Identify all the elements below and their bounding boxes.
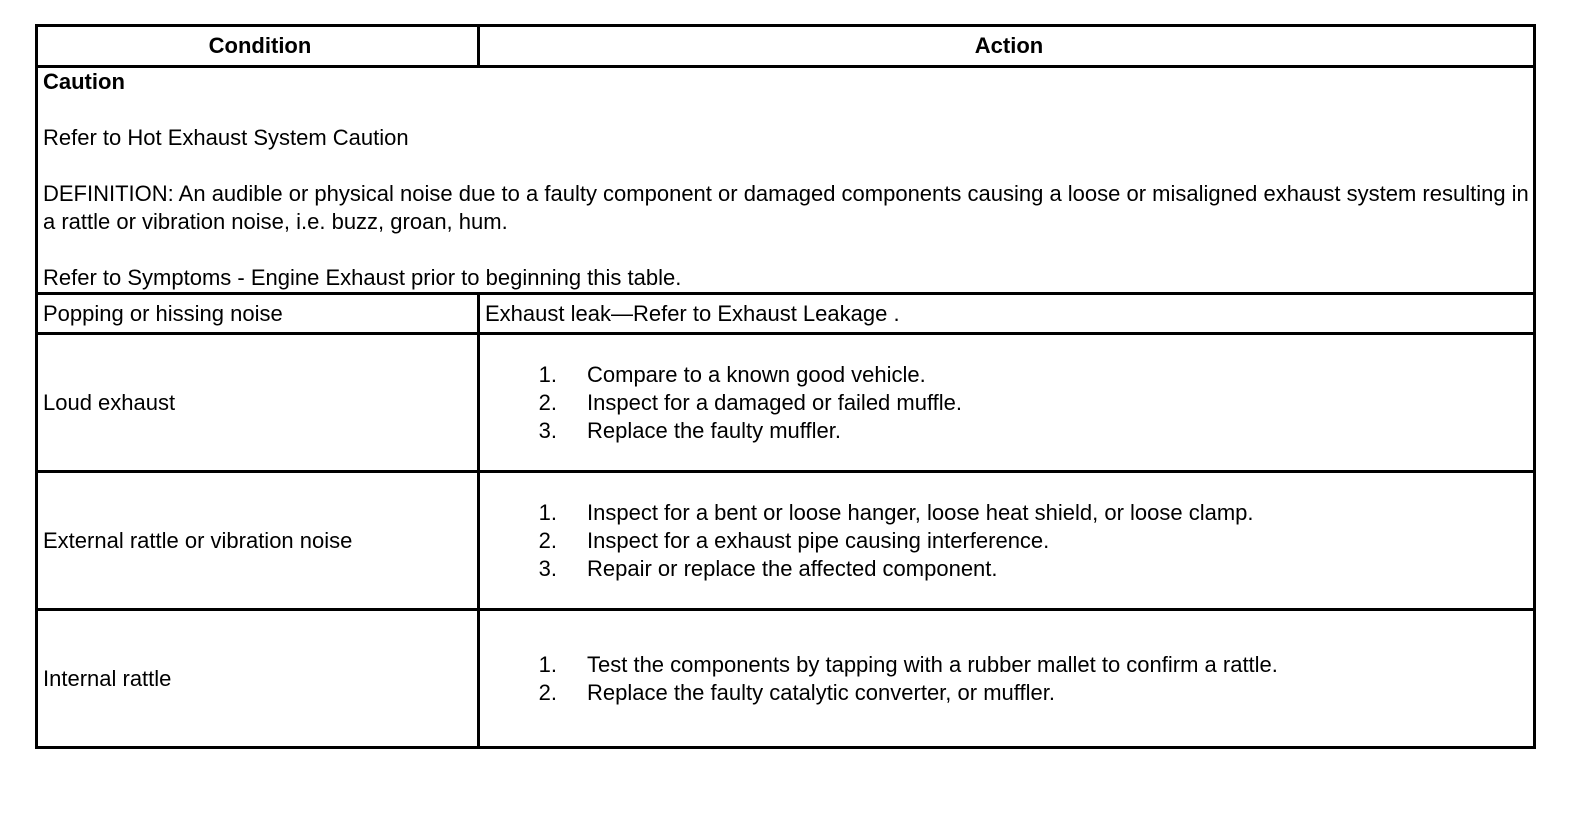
condition-column-header: Condition	[37, 26, 479, 67]
action-steps-list	[485, 651, 1533, 707]
step-text: Inspect for a damaged or failed muffle.	[587, 389, 963, 415]
definition-text: DEFINITION: An audible or physical noise due to a faulty component or damaged components causing a loose or misaligned exhaust system resulting in a rattle or vibration noise, i.e. buzz, groan, hum.	[43, 181, 1529, 234]
table-row	[37, 610, 1535, 748]
step-number: 1.	[538, 499, 557, 525]
step-text: Inspect for a exhaust pipe causing interference.	[587, 527, 1050, 553]
action-cell: Exhaust leak—Refer to Exhaust Leakage .	[479, 294, 1535, 334]
condition-cell: Loud exhaust	[37, 334, 479, 472]
action-step	[485, 389, 1533, 417]
step-text: Replace the faulty muffler.	[587, 417, 841, 443]
step-number: 2.	[538, 389, 557, 415]
diagnostic-table	[35, 24, 1536, 749]
table-row	[37, 294, 1535, 334]
step-text: Repair or replace the affected component.	[587, 555, 998, 581]
condition-cell: External rattle or vibration noise	[37, 472, 479, 610]
step-number: 3.	[538, 417, 557, 443]
step-text: Test the components by tapping with a rubber mallet to confirm a rattle.	[587, 651, 1278, 677]
action-steps-list	[485, 499, 1533, 583]
step-number: 3.	[538, 555, 557, 581]
action-step	[485, 361, 1533, 389]
table-row	[37, 472, 1535, 610]
step-text: Inspect for a bent or loose hanger, loose heat shield, or loose clamp.	[587, 499, 1254, 525]
step-number: 1.	[538, 361, 557, 387]
action-steps-list	[485, 361, 1533, 445]
step-text: Replace the faulty catalytic converter, or muffler.	[587, 679, 1055, 705]
action-step	[485, 417, 1533, 445]
action-step	[485, 555, 1533, 583]
action-cell	[479, 334, 1535, 472]
action-column-header: Action	[479, 26, 1535, 67]
action-step	[485, 651, 1533, 679]
action-step	[485, 527, 1533, 555]
step-number: 2.	[538, 527, 557, 553]
action-cell	[479, 472, 1535, 610]
intro-row	[37, 67, 1535, 294]
action-step	[485, 679, 1533, 707]
header-row	[37, 26, 1535, 67]
caution-reference: Refer to Hot Exhaust System Caution	[43, 125, 409, 150]
condition-cell: Popping or hissing noise	[37, 294, 479, 334]
intro-cell	[37, 67, 1535, 294]
caution-title: Caution	[43, 69, 125, 94]
symptoms-reference: Refer to Symptoms - Engine Exhaust prior to beginning this table.	[43, 265, 682, 290]
step-text: Compare to a known good vehicle.	[587, 361, 926, 387]
table-row	[37, 334, 1535, 472]
step-number: 1.	[538, 651, 557, 677]
action-step	[485, 499, 1533, 527]
condition-cell: Internal rattle	[37, 610, 479, 748]
action-cell	[479, 610, 1535, 748]
step-number: 2.	[538, 679, 557, 705]
